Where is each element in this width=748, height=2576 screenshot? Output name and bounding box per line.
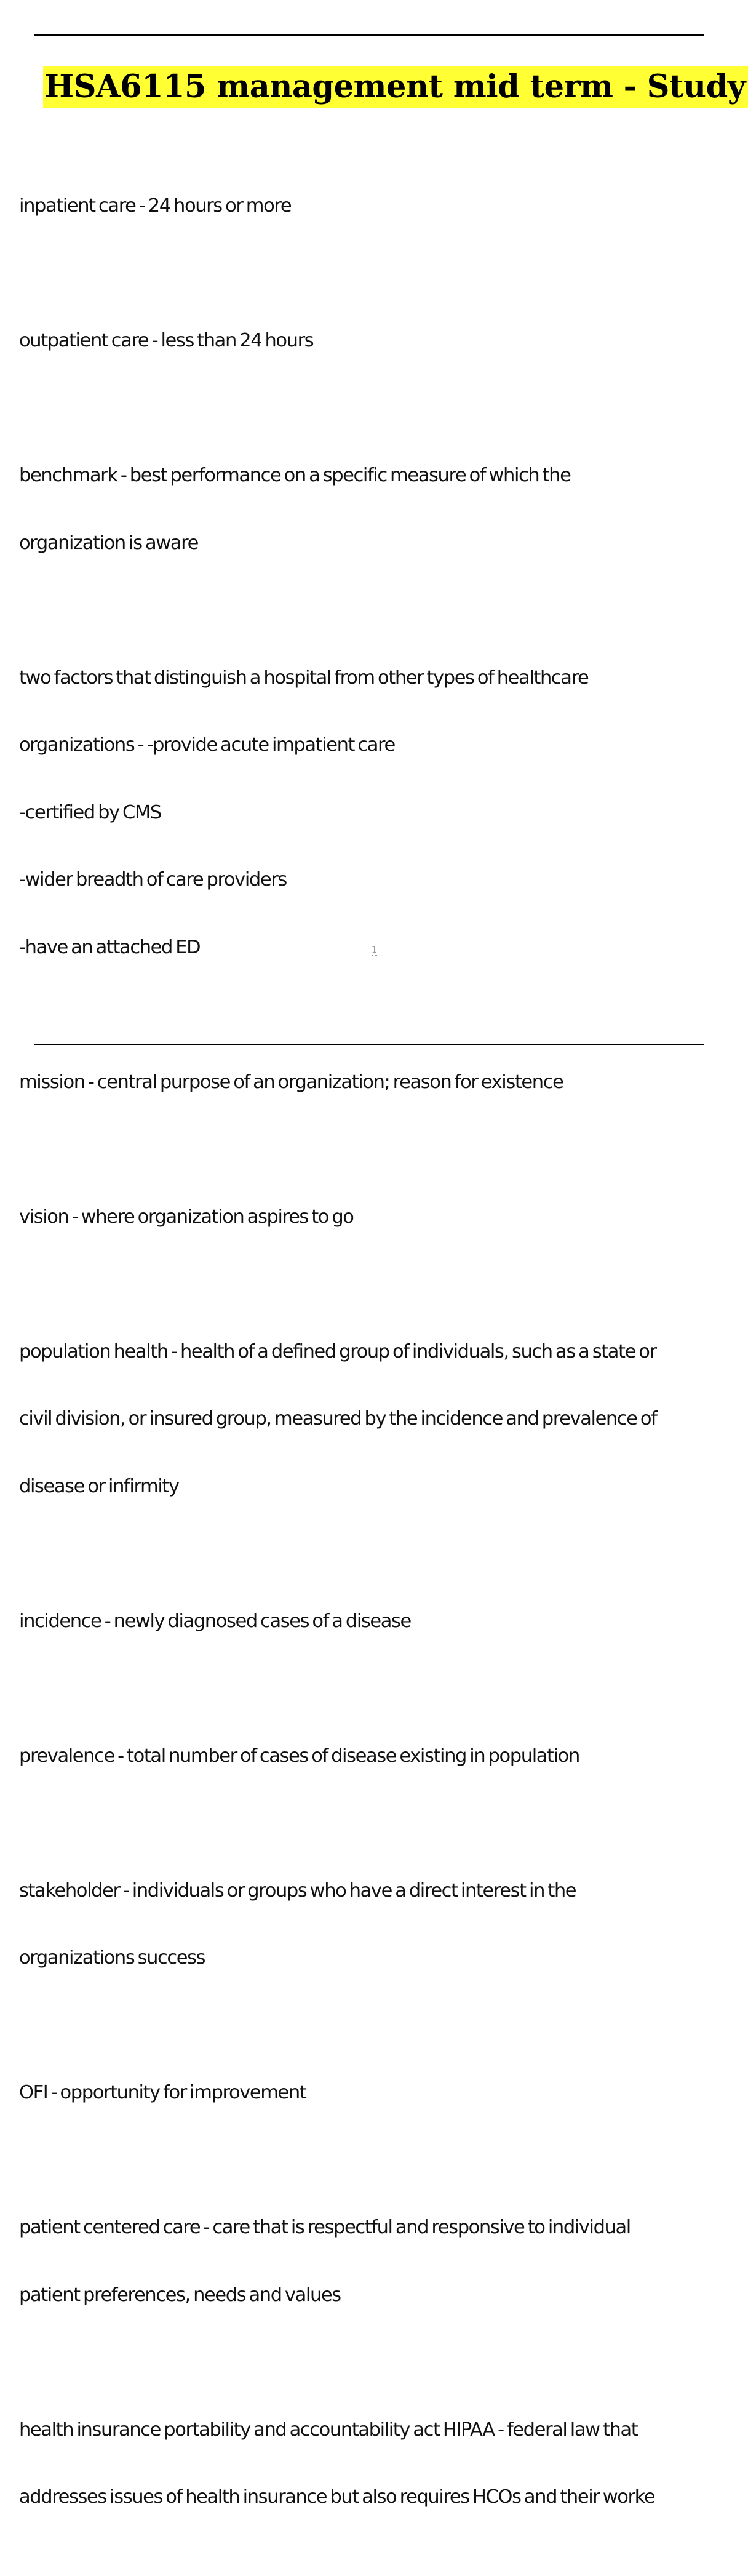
term-entry [19,150,738,263]
term-entry [19,1161,738,1274]
entry-line: stakeholder - individuals or groups who have a direct interest in the [19,1879,576,1902]
entry-line: organizations - -provide acute impatient care [19,734,395,756]
entry-line: inpatient care - 24 hours or more [19,195,292,217]
entry-line: mission - central purpose of an organization; reason for existence [19,1071,563,1093]
page-number: 1 [372,945,377,955]
term-entry [19,285,738,398]
bottom-rule [34,1044,704,1045]
entry-line: benchmark - best performance on a specific measure of which the [19,465,571,486]
entry-line: civil division, or insured group, measured by the incidence and prevalence of [19,1408,657,1430]
entry-line: -wider breadth of care providers [19,869,287,890]
term-entry [19,1026,738,1139]
term-entry [19,1700,738,1813]
term-entry [19,2374,738,2554]
entry-line: -certified by CMS [19,801,161,823]
entry-line: outpatient care - less than 24 hours [19,330,314,351]
entry-line: population health - health of a defined group of individuals, such as a state or [19,1340,656,1362]
top-rule [34,34,704,36]
entry-line: disease or infirmity [19,1475,179,1497]
term-entry [19,420,738,599]
entry-line: two factors that distinguish a hospital from other types of healthcare [19,666,589,689]
term-entry [19,2037,738,2150]
term-entry [19,1296,738,1543]
entry-line: organizations success [19,1947,205,1969]
entry-line: addresses issues of health insurance but also requires HCOs and their worke [19,2486,655,2508]
entry-line: patient preferences, needs and values [19,2284,341,2306]
entry-line: OFI - opportunity for improvement [19,2082,306,2103]
document-title: HSA6115 management mid term - Study [43,66,748,108]
term-entry [19,1566,738,1678]
entry-line: prevalence - total number of cases of disease existing in population [19,1745,579,1767]
entry-line: -have an attached ED [19,936,201,958]
entry-line: patient centered care - care that is respectful and responsive to individual [19,2217,631,2238]
term-entry [19,622,738,1004]
title-block [43,66,748,108]
entry-line: organization is aware [19,532,198,554]
term-entry [19,1835,738,2015]
term-entry [19,2172,738,2351]
entry-line: incidence - newly diagnosed cases of a disease [19,1610,411,1632]
entry-line: health insurance portability and accountability act HIPAA - federal law that [19,2418,638,2441]
flashcard-list [19,150,738,2576]
entry-line: vision - where organization aspires to go [19,1206,354,1228]
